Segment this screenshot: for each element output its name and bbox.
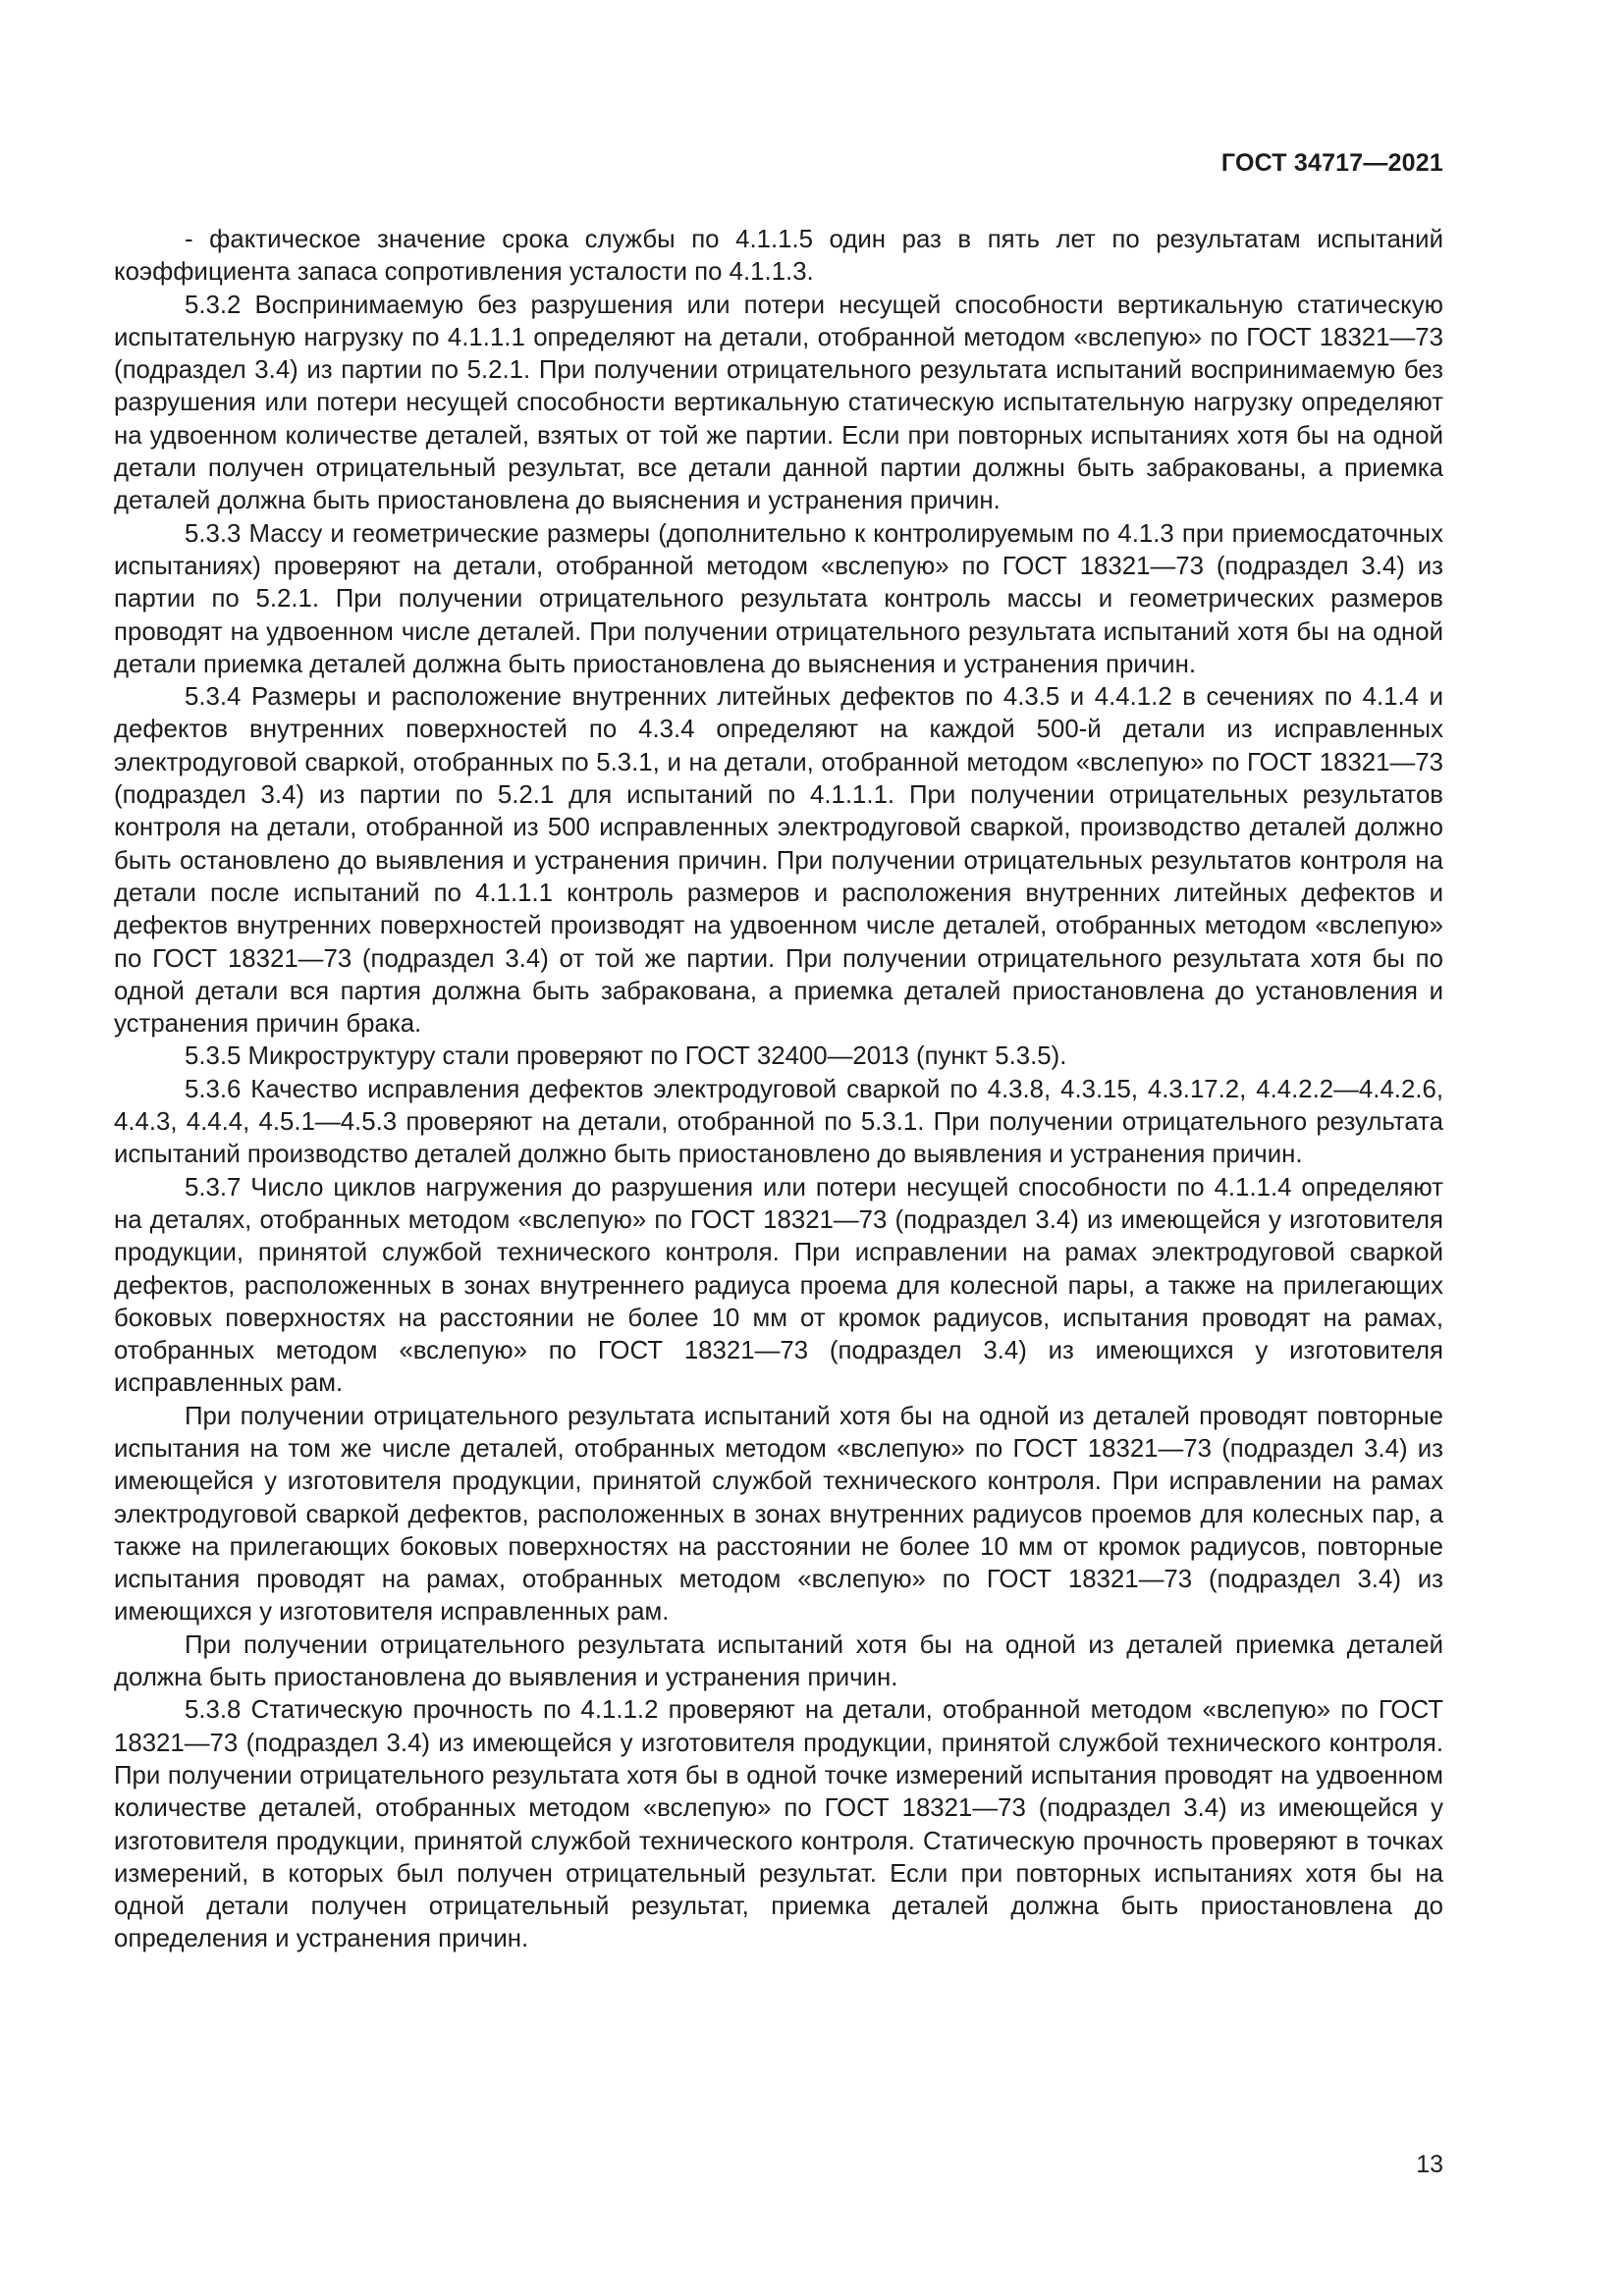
paragraph-5-3-2: 5.3.2 Воспринимаемую без разрушения или потери несущей способности вертикальную статическую испытательную нагрузку по 4.1.1.1 определяют на детали, отобранной методом «вслепую» по ГОСТ 18321—73 (подраздел 3.4) из партии по 5.2.1. При получении отрицательного результата испытаний воспринимаемую без разрушения или потери несущей способности вертикальную статическую испытательную нагрузку определяют на удвоенном количестве деталей, взятых от той же партии. Если при повторных испытаниях хотя бы на одной детали получен отрицательный результат, все детали данной партии должны быть забракованы, а приемка деталей должна быть приостановлена до выяснения и устранения причин. [114,291,1443,515]
paragraph-5-3-7-suspension: При получении отрицательного результата испытаний хотя бы на одной из деталей приемка деталей должна быть приостановлена до выявления и устранения причин. [114,1630,1443,1692]
paragraph-service-life: - фактическое значение срока службы по 4.1.1.5 один раз в пять лет по результатам испытаний коэффициента запаса сопротивления усталости по 4.1.1.3. [114,226,1443,287]
paragraph-5-3-4: 5.3.4 Размеры и расположение внутренних литейных дефектов по 4.3.5 и 4.4.1.2 в сечениях по 4.1.4 и дефектов внутренних поверхностей по 4.3.4 определяют на каждой 500-й детали из исправленных электродуговой сваркой, отобранных по 5.3.1, и на детали, отобранной методом «вслепую» по ГОСТ 18321—73 (подраздел 3.4) из партии по 5.2.1 для испытаний по 4.1.1.1. При получении отрицательных результатов контроля на детали, отобранной из 500 исправленных электродуговой сваркой, производство деталей должно быть остановлено до выявления и устранения причин. При получении отрицательных результатов контроля на детали после испытаний по 4.1.1.1 контроль размеров и расположения внутренних литейных дефектов и дефектов внутренних поверхностей производят на удвоенном числе деталей, отобранных методом «вслепую» по ГОСТ 18321—73 (подраздел 3.4) от той же партии. При получении отрицательного результата хотя бы по одной детали вся партия должна быть забракована, а приемка деталей приостановлена до установления и устранения причин брака. [114,683,1443,1039]
paragraph-5-3-7: 5.3.7 Число циклов нагружения до разрушения или потери несущей способности по 4.1.1.4 определяют на деталях, отобранных методом «вслепую» по ГОСТ 18321—73 (подраздел 3.4) из имеющейся у изготовителя продукции, принятой службой технического контроля. При исправлении на рамах электродуговой сваркой дефектов, расположенных в зонах внутреннего радиуса проема для колесной пары, а также на прилегающих боковых поверхностях на расстоянии не более 10 мм от кромок радиусов, испытания проводят на рамах, отобранных методом «вслепую» по ГОСТ 18321—73 (подраздел 3.4) из имеющихся у изготовителя исправленных рам. [114,1173,1443,1398]
document-body [114,224,1443,1956]
paragraph-5-3-6: 5.3.6 Качество исправления дефектов электродуговой сваркой по 4.3.8, 4.3.15, 4.3.17.2, 4.4.2.2—4.4.2.6, 4.4.3, 4.4.4, 4.5.1—4.5.3 проверяют на детали, отобранной по 5.3.1. При получении отрицательного результата испытаний производство деталей должно быть приостановлено до выявления и устранения причин. [114,1075,1443,1169]
paragraph-5-3-8: 5.3.8 Статическую прочность по 4.1.1.2 проверяют на детали, отобранной методом «вслепую» по ГОСТ 18321—73 (подраздел 3.4) из имеющейся у изготовителя продукции, принятой службой технического контроля. При получении отрицательного результата хотя бы в одной точке измерений испытания проводят на удвоенном количестве деталей, отобранных методом «вслепую» по ГОСТ 18321—73 (подраздел 3.4) из имеющейся у изготовителя продукции, принятой службой технического контроля. Статическую прочность проверяют в точках измерений, в которых был получен отрицательный результат. Если при повторных испытаниях хотя бы на одной детали получен отрицательный результат, приемка деталей должна быть приостановлена до определения и устранения причин. [114,1696,1443,1953]
page-number: 13 [1416,2151,1443,2178]
standard-header: ГОСТ 34717—2021 [1220,149,1443,177]
paragraph-5-3-5: 5.3.5 Микроструктуру стали проверяют по ГОСТ 32400—2013 (пункт 5.3.5). [185,1042,1067,1071]
paragraph-5-3-3: 5.3.3 Массу и геометрические размеры (дополнительно к контролируемым по 4.1.3 при приемосдаточных испытаниях) проверяют на детали, отобранной методом «вслепую» по ГОСТ 18321—73 (подраздел 3.4) из партии по 5.2.1. При получении отрицательного результата контроль массы и геометрических размеров проводят на удвоенном числе деталей. При получении отрицательного результата испытаний хотя бы на одной детали приемка деталей должна быть приостановлена до выяснения и устранения причин. [114,519,1443,678]
paragraph-5-3-7-repeat-tests: При получении отрицательного результата испытаний хотя бы на одной из деталей проводят повторные испытания на том же числе деталей, отобранных методом «вслепую» по ГОСТ 18321—73 (подраздел 3.4) из имеющейся у изготовителя продукции, принятой службой технического контроля. При исправлении на рамах электродуговой сваркой дефектов, расположенных в зонах внутренних радиусов проемов для колесных пар, а также на прилегающих боковых поверхностях на расстоянии не более 10 мм от кромок радиусов, повторные испытания проводят на рамах, отобранных методом «вслепую» по ГОСТ 18321—73 (подраздел 3.4) из имеющихся у изготовителя исправленных рам. [114,1402,1443,1627]
